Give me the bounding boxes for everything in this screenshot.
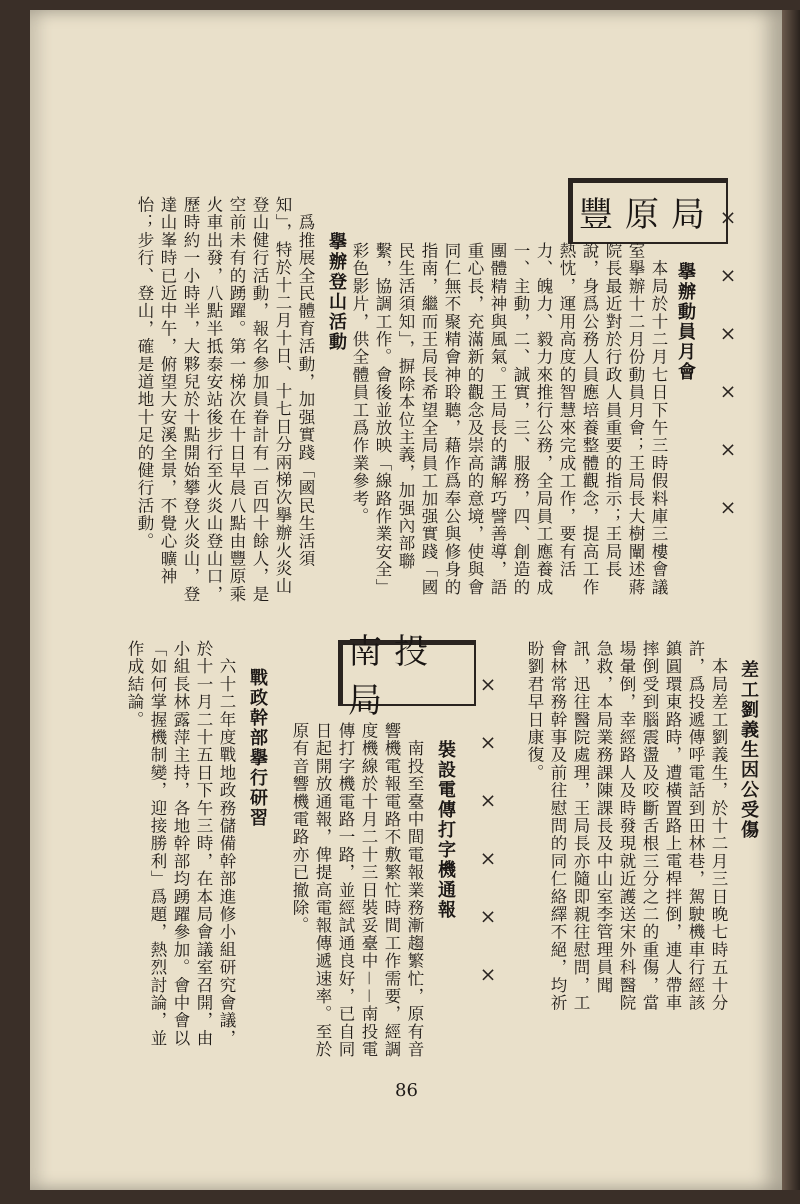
separator-marks-upper: ×××××× — [716, 205, 740, 553]
section-title-nantou: 南投局 — [338, 640, 476, 706]
heading-mobilization-meeting: 擧辦動員月會 — [675, 262, 696, 382]
paragraph-mobilization-meeting: 本局於十二月七日下午三時假料庫三樓會議室擧辦十二月份動員月會；王局長大樹闡述蔣院長最近對於行政人員重要的指示；王局長說，身爲公務人員應培養整體觀念，提高工作熱忱，運用高度的智慧來完成工作，要有活力、魄力、毅力來推行公務，全局員工應養成一、主動，二、誠實，三、服務，四、創造的團體精神與風氣。王局長的講解巧譬善導，語重心長，充滿新的觀念及崇高的意境，使與會同仁無不聚精會神聆聽，藉作爲奉公與修身的指南，繼而王局長希望全局員工加强實踐「國民生活須知」，摒除本位主義，加强內部聯繫，協調工作。會後並放映「線路作業安全」彩色影片，供全體員工爲作業參考。 — [350, 242, 668, 596]
book-edge — [782, 10, 800, 1190]
separator-marks-lower: ×××××× — [476, 672, 500, 1020]
section-title-fengyuan: 豐原局 — [568, 178, 728, 244]
heading-cadre-study: 戰政幹部擧行研習 — [247, 668, 268, 828]
heading-telex-install: 裝設電傳打字機通報 — [435, 740, 456, 920]
heading-mountain-climbing: 擧辦登山活動 — [326, 232, 347, 352]
paragraph-telex-install: 南投至臺中間電報業務漸趨繁忙，原有音響機電報電路不敷繁忙時間工作需要，經調度機線於十月二十三日裝妥臺中－－南投電傳打字機電路一路，並經試通良好，已自同日起開放通報，俾提高電報傳遞速率。至於原有音響機電路亦已撤除。 — [290, 722, 424, 1059]
paragraph-mountain-climbing: 爲推展全民體育活動，加强實踐「國民生活須知」，特於十二月十日、十七日分兩梯次擧辦火炎山登山健行活動，報名參加員眷計有一百四十餘人，是空前未有的踴躍。第一梯次在十日早晨八點由豐原乘火車出發，八點半抵泰安站後步行至火炎山登山口，歷時約一小時半，大夥兒於十點開始攀登火炎山，登達山峯時已近中午，俯望大安溪全景，不覺心曠神怡；步行、登山，確是道地十足的健行活動。 — [135, 196, 315, 604]
paragraph-cadre-study: 六十二年度戰地政務儲備幹部進修小組研究會議，於十一月二十五日下午三時，在本局會議室召開，由小組長林露萍主持，各地幹部均踴躍參加。會中會以「如何掌握機制變，迎接勝利」爲題，熱烈討論，並作成結論。 — [125, 640, 236, 1048]
heading-worker-injured: 差工劉義生因公受傷 — [738, 660, 759, 840]
page-number: 86 — [395, 1080, 418, 1101]
paragraph-worker-injured: 本局差工劉義生，於十二月三日晚七時五十分許，爲投遞傳呼電話到田林巷，駕駛機車行經該鎮圓環東路時，遭橫置路上電桿拌倒，連人帶車摔倒受到腦震盪及咬斷舌根三分之二的重傷，當場暈倒，幸經路人及時發現就近護送宋外科醫院急救，本局業務課陳課長及中山室李管理員聞訊，迅往醫院處理，王局長亦隨即親往慰問，工會林常務幹事及前往慰問的同仁絡繹不絕，均祈盼劉君早日康復。 — [525, 640, 728, 1012]
